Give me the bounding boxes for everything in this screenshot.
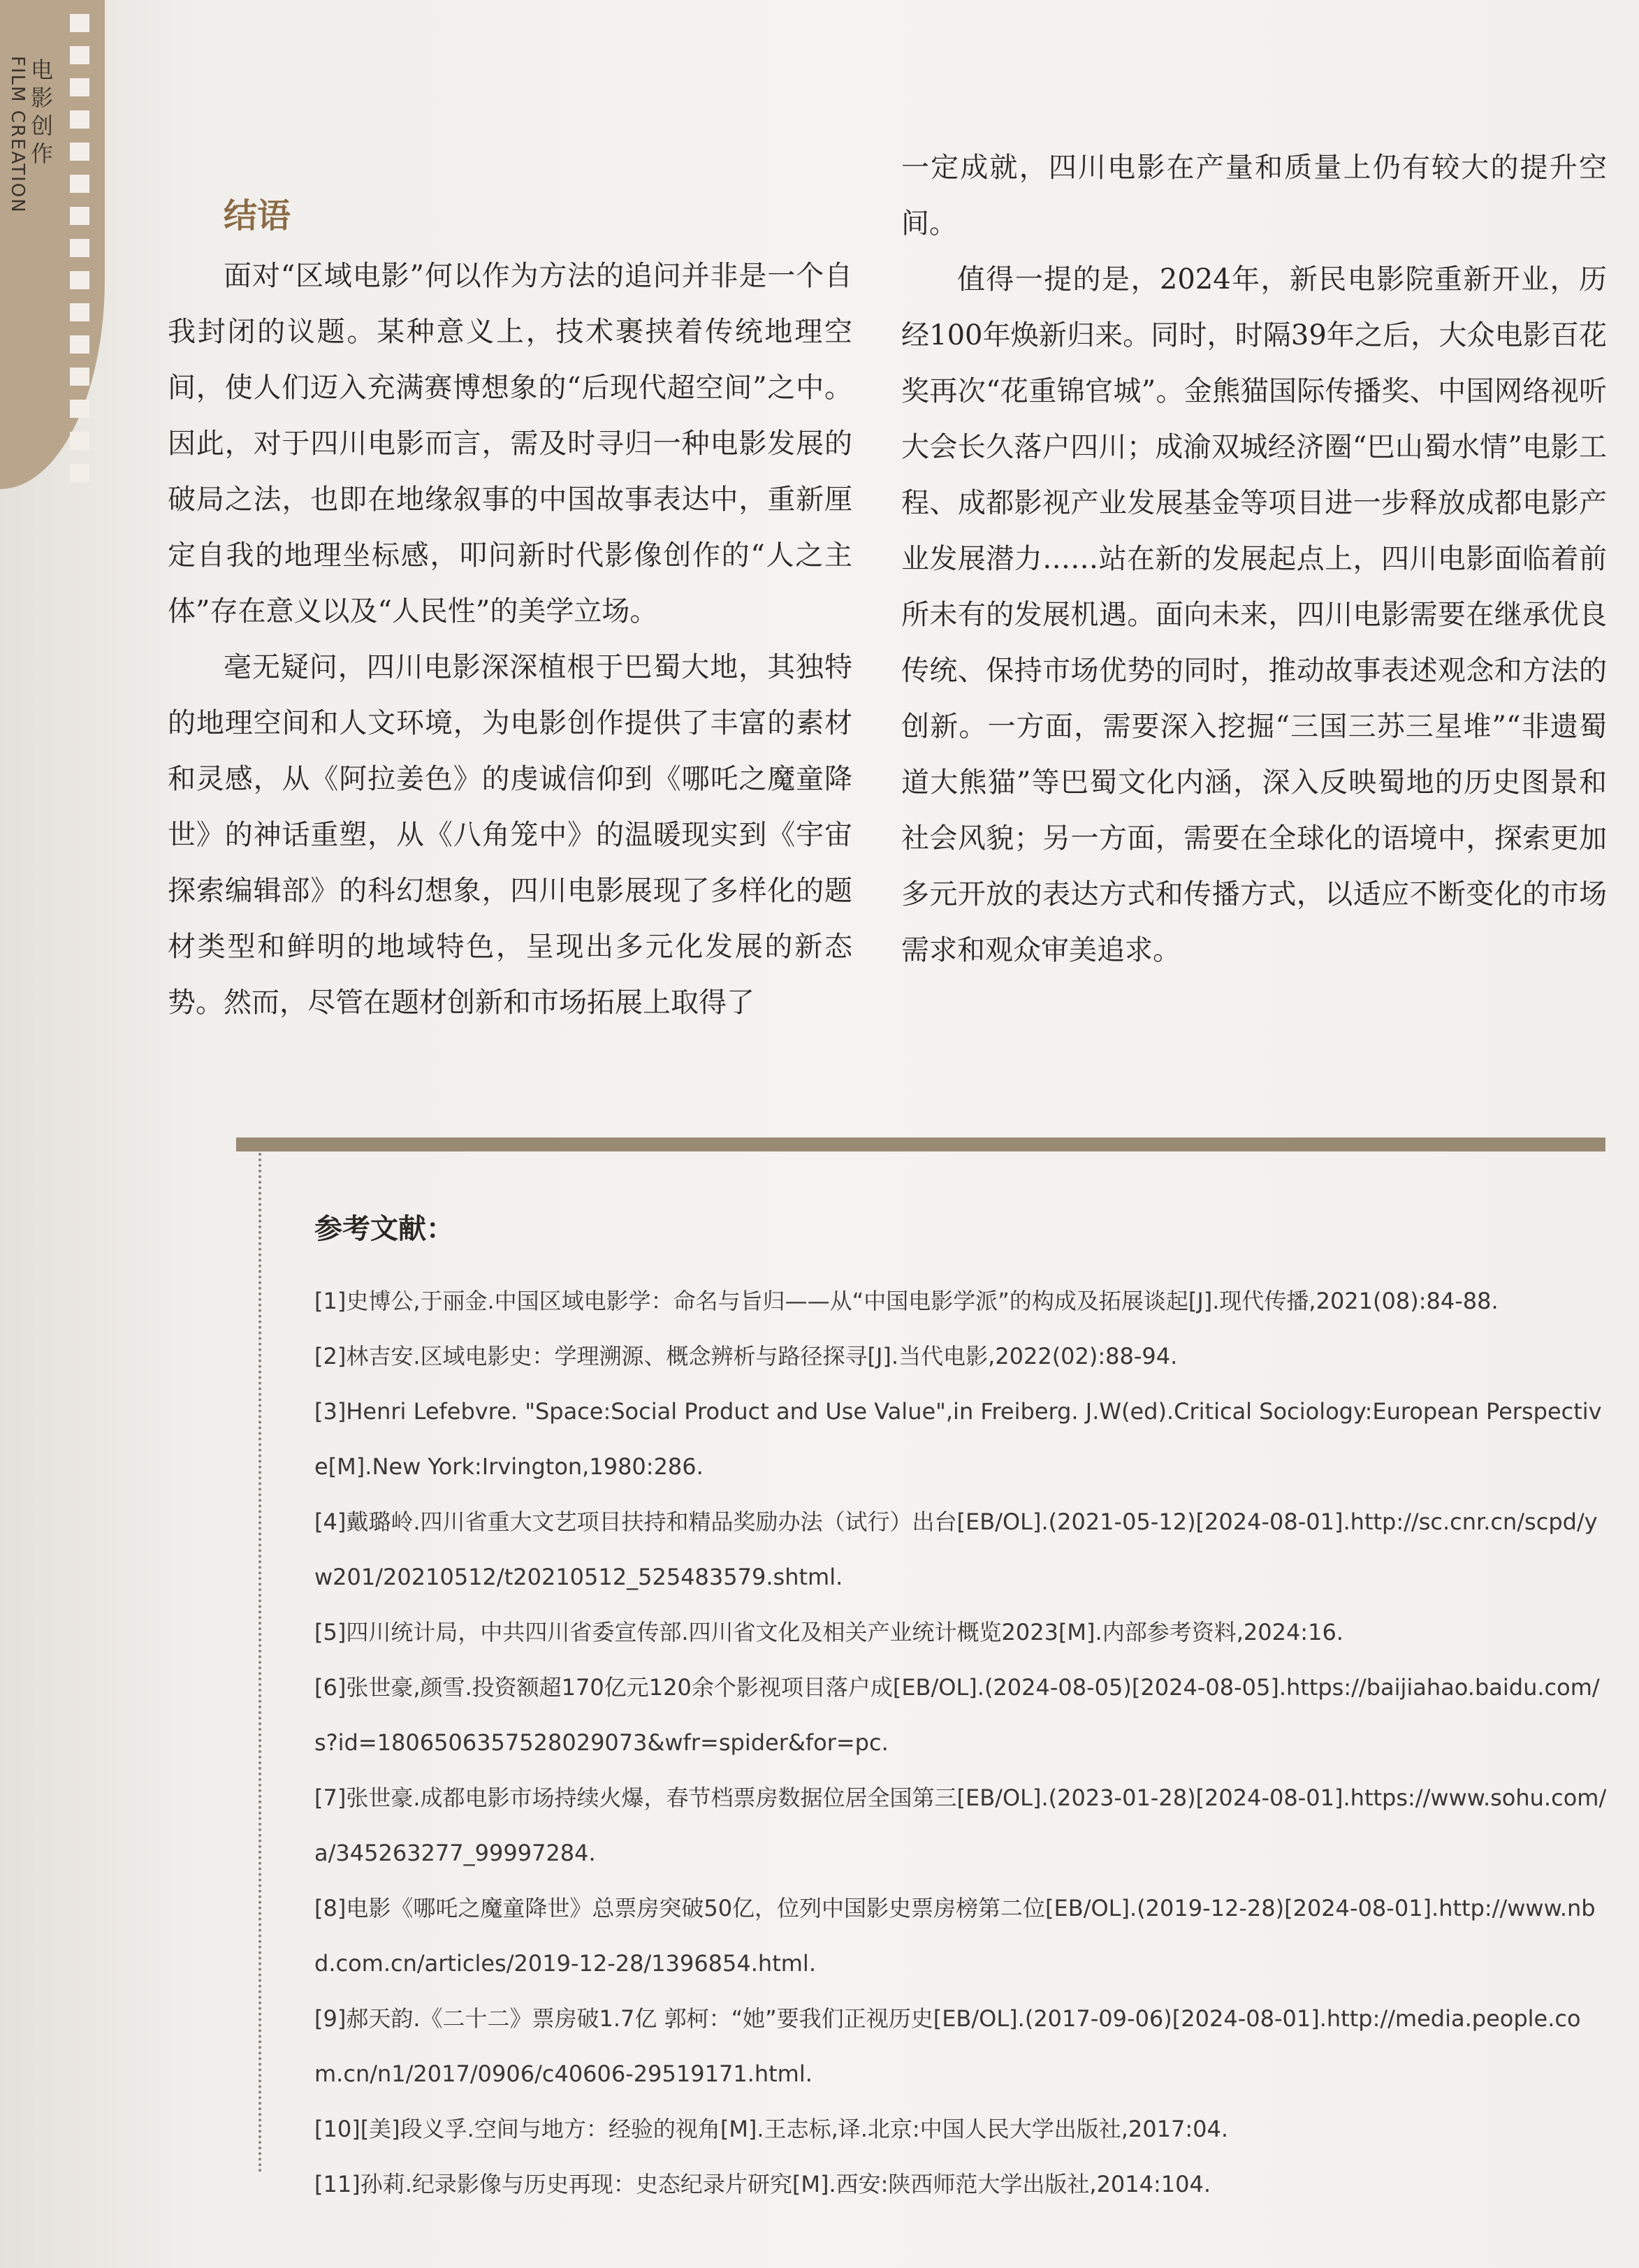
- reference-item: [2]林吉安.区域电影史：学理溯源、概念辨析与路径探寻[J].当代电影,2022(02):88-94.: [314, 1343, 1178, 1369]
- paragraph: 值得一提的是，2024年，新民电影院重新开业，历经100年焕新归来。同时，时隔39年之后，大众电影百花奖再次“花重锦官城”。金熊猫国际传播奖、中国网络视听大会长久落户四川；成渝双城经济圈“巴山蜀水情”电影工程、成都影视产业发展基金等项目进一步释放成都电影产业发展潜力……站在新的发展起点上，四川电影面临着前所未有的发展机遇。面向未来，四川电影需要在继承优良传统、保持市场优势的同时，推动故事表述观念和方法的创新。一方面，需要深入挖掘“三国三苏三星堆”“非遗蜀道大熊猫”等巴蜀文化内涵，深入反映蜀地的历史图景和社会风貌；另一方面，需要在全球化的语境中，探索更加多元开放的表达方式和传播方式，以适应不断变化的市场需求和观众审美追求。: [901, 263, 1607, 966]
- film-strip-holes: [70, 14, 89, 489]
- references-section: [314, 1202, 1607, 2212]
- left-column: [168, 150, 852, 1031]
- reference-item: [8]电影《哪吒之魔童降世》总票房突破50亿，位列中国影史票房榜第二位[EB/OL].(2019-12-28)[2024-08-01].http://www.nbd.com.cn/articles/2019-12-28/1396854.html.: [314, 1895, 1596, 1977]
- reference-item: [6]张世豪,颜雪.投资额超170亿元120余个影视项目落户成[EB/OL].(2024-08-05)[2024-08-05].https://baijiahao.baidu.com/s?id=1806506357528029073&wfr=spider&for=pc.: [314, 1674, 1600, 1756]
- side-label-chinese: 电影创作: [30, 57, 53, 167]
- paragraph: 面对“区域电影”何以作为方法的追问并非是一个自我封闭的议题。某种意义上，技术裹挟着传统地理空间，使人们迈入充满赛博想象的“后现代超空间”之中。因此，对于四川电影而言，需及时寻归一种电影发展的破局之法，也即在地缘叙事的中国故事表达中，重新厘定自我的地理坐标感，叩问新时代影像创作的“人之主体”存在意义以及“人民性”的美学立场。: [168, 260, 852, 627]
- references-title: 参考文献：: [314, 1213, 454, 1245]
- reference-item: [11]孙莉.纪录影像与历史再现：史态纪录片研究[M].西安:陕西师范大学出版社,2014:104.: [314, 2171, 1211, 2197]
- reference-item: [7]张世豪.成都电影市场持续火爆，春节档票房数据位居全国第三[EB/OL].(2023-01-28)[2024-08-01].https://www.sohu.com/a/345263277_99997284.: [314, 1784, 1607, 1866]
- section-divider: [236, 1137, 1605, 1151]
- reference-item: [5]四川统计局，中共四川省委宣传部.四川省文化及相关产业统计概览2023[M].内部参考资料,2024:16.: [314, 1619, 1343, 1645]
- references-dotted-rule: [258, 1153, 261, 2173]
- reference-item: [3]Henri Lefebvre. "Space:Social Product and Use Value",in Freiberg. J.W(ed).Critical Sociology:European Perspective[M].New York:Irvington,1980:286.: [314, 1398, 1602, 1480]
- right-column: [901, 140, 1607, 978]
- reference-item: [1]史博公,于丽金.中国区域电影学：命名与旨归——从“中国电影学派”的构成及拓展谈起[J].现代传播,2021(08):84-88.: [314, 1288, 1499, 1314]
- section-title: 结语: [224, 196, 291, 235]
- reference-item: [9]郝天韵.《二十二》票房破1.7亿 郭柯：“她”要我们正视历史[EB/OL].(2017-09-06)[2024-08-01].http://media.people.com.cn/n1/2017/0906/c40606-29519171.html.: [314, 2005, 1581, 2087]
- reference-item: [10][美]段义孚.空间与地方：经验的视角[M].王志标,译.北京:中国人民大学出版社,2017:04.: [314, 2116, 1228, 2142]
- side-label-english: FILM CREATION: [7, 56, 28, 214]
- paragraph: 一定成就，四川电影在产量和质量上仍有较大的提升空间。: [901, 152, 1607, 240]
- paragraph: 毫无疑问，四川电影深深植根于巴蜀大地，其独特的地理空间和人文环境，为电影创作提供了丰富的素材和灵感，从《阿拉姜色》的虔诚信仰到《哪吒之魔童降世》的神话重塑，从《八角笼中》的温暖现实到《宇宙探索编辑部》的科幻想象，四川电影展现了多样化的题材类型和鲜明的地域特色，呈现出多元化发展的新态势。然而，尽管在题材创新和市场拓展上取得了: [168, 651, 852, 1019]
- reference-item: [4]戴璐岭.四川省重大文艺项目扶持和精品奖励办法（试行）出台[EB/OL].(2021-05-12)[2024-08-01].http://sc.cnr.cn/scpd/yw201/20210512/t20210512_525483579.shtml.: [314, 1509, 1598, 1590]
